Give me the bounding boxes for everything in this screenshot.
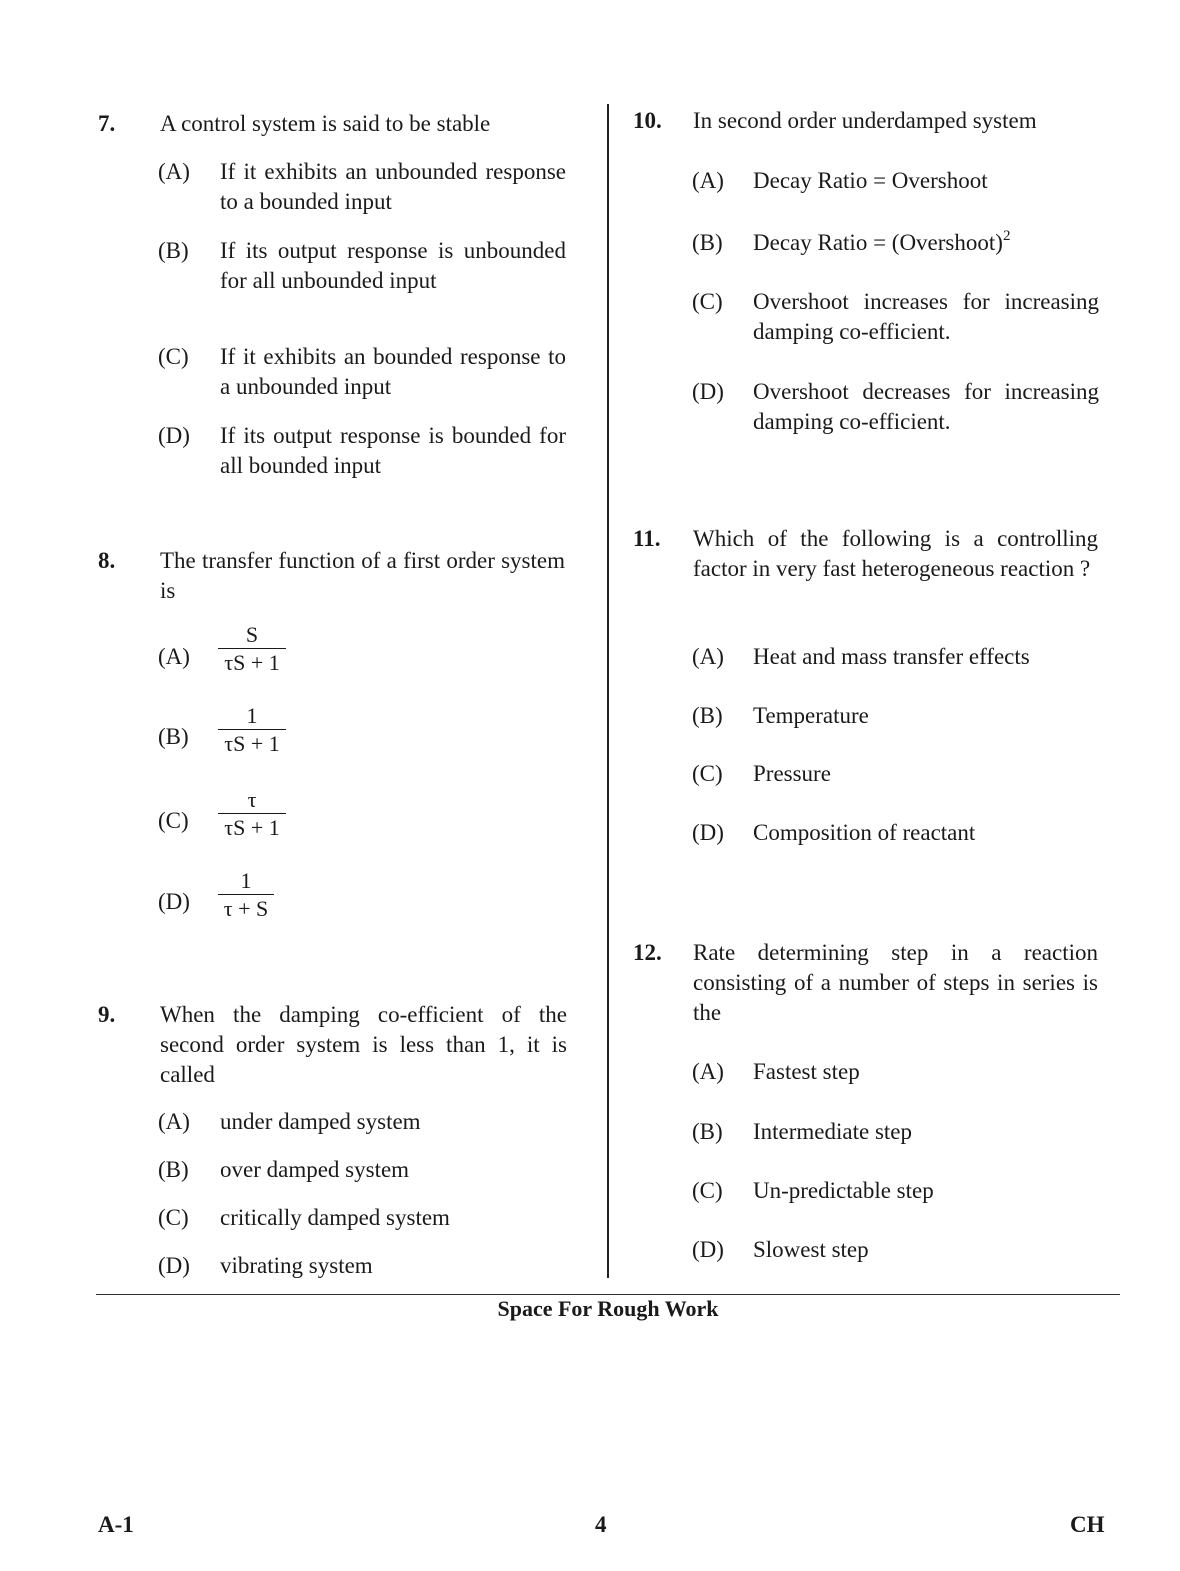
question-number: 10.	[633, 108, 662, 133]
option-label: (B)	[692, 230, 723, 255]
column-divider	[607, 104, 609, 1278]
numerator: 1	[246, 703, 258, 728]
numerator: τ	[247, 787, 257, 812]
question-number: 8.	[98, 548, 116, 573]
option-text: If its output response is bounded for all bounded input	[220, 423, 566, 478]
fraction-8c	[218, 787, 286, 842]
footer-booklet-code: A-1	[98, 1512, 134, 1537]
fraction-8a	[218, 622, 286, 677]
option-text: Un-predictable step	[753, 1178, 934, 1203]
option-text: vibrating system	[220, 1253, 373, 1278]
option-superscript: 2	[1002, 228, 1011, 244]
option-text: Heat and mass transfer effects	[753, 644, 1030, 669]
footer-page-number: 4	[595, 1512, 607, 1537]
option-label: (D)	[692, 379, 724, 404]
option-label: (D)	[158, 889, 190, 914]
question-text: The transfer function of a first order system is	[160, 548, 565, 603]
option-label: (C)	[158, 344, 189, 369]
option-text: over damped system	[220, 1157, 410, 1182]
option-text: Temperature	[753, 703, 869, 728]
option-label: (A)	[692, 1059, 724, 1084]
option-label: (B)	[158, 724, 189, 749]
option-text: Composition of reactant	[753, 820, 976, 845]
option-text: Fastest step	[753, 1059, 860, 1084]
denominator: τS + 1	[224, 731, 280, 756]
option-text: Overshoot decreases for increasing damping co-efficient.	[753, 379, 1099, 434]
option-text: under damped system	[220, 1109, 421, 1134]
question-number: 7.	[98, 111, 116, 136]
rough-work-heading: Space For Rough Work	[497, 1296, 719, 1321]
question-number: 11.	[633, 526, 661, 551]
question-text: Which of the following is a controlling factor in very fast heterogeneous reaction ?	[693, 526, 1098, 581]
option-text: Decay Ratio = Overshoot	[753, 168, 988, 193]
option-label: (C)	[692, 1178, 723, 1203]
denominator: τS + 1	[224, 815, 280, 840]
option-label: (D)	[158, 423, 190, 448]
option-label: (B)	[158, 238, 189, 263]
question-number: 12.	[633, 940, 662, 965]
question-text: Rate determining step in a reaction consisting of a number of steps in series is the	[693, 940, 1098, 1025]
option-label: (D)	[692, 820, 724, 845]
denominator: τ + S	[223, 896, 269, 921]
numerator: 1	[240, 868, 252, 893]
option-label: (A)	[692, 168, 724, 193]
rough-work-rule	[96, 1294, 1120, 1295]
option-text: Slowest step	[753, 1237, 869, 1262]
denominator: τS + 1	[224, 650, 280, 675]
question-text: A control system is said to be stable	[160, 111, 491, 136]
option-label: (A)	[158, 159, 190, 184]
option-label: (B)	[158, 1157, 189, 1182]
option-text: Pressure	[753, 761, 831, 786]
footer-subject-code: CH	[1070, 1512, 1105, 1537]
numerator: S	[245, 622, 259, 647]
fraction-8d	[218, 868, 274, 923]
option-text: If it exhibits an bounded response to a unbounded input	[220, 344, 566, 399]
option-label: (C)	[692, 289, 723, 314]
option-label: (A)	[158, 644, 190, 669]
option-label: (B)	[692, 1119, 723, 1144]
question-text: When the damping co-efficient of the second order system is less than 1, it is called	[160, 1002, 567, 1087]
question-number: 9.	[98, 1002, 116, 1027]
option-text	[753, 228, 1099, 258]
fraction-8b	[218, 703, 286, 758]
option-text: critically damped system	[220, 1205, 450, 1230]
option-label: (C)	[158, 1205, 189, 1230]
question-text: In second order underdamped system	[693, 108, 1037, 133]
option-label: (C)	[158, 808, 189, 833]
option-label: (D)	[692, 1237, 724, 1262]
option-label: (B)	[692, 703, 723, 728]
option-label: (A)	[692, 644, 724, 669]
option-text: If its output response is unbounded for all unbounded input	[220, 238, 566, 293]
option-text-main: Decay Ratio = (Overshoot)	[753, 230, 1003, 255]
option-text: If it exhibits an unbounded response to a bounded input	[220, 159, 566, 214]
option-text: Intermediate step	[753, 1119, 913, 1144]
option-text: Overshoot increases for increasing damping co-efficient.	[753, 289, 1099, 344]
option-label: (D)	[158, 1253, 190, 1278]
option-label: (A)	[158, 1109, 190, 1134]
option-label: (C)	[692, 761, 723, 786]
